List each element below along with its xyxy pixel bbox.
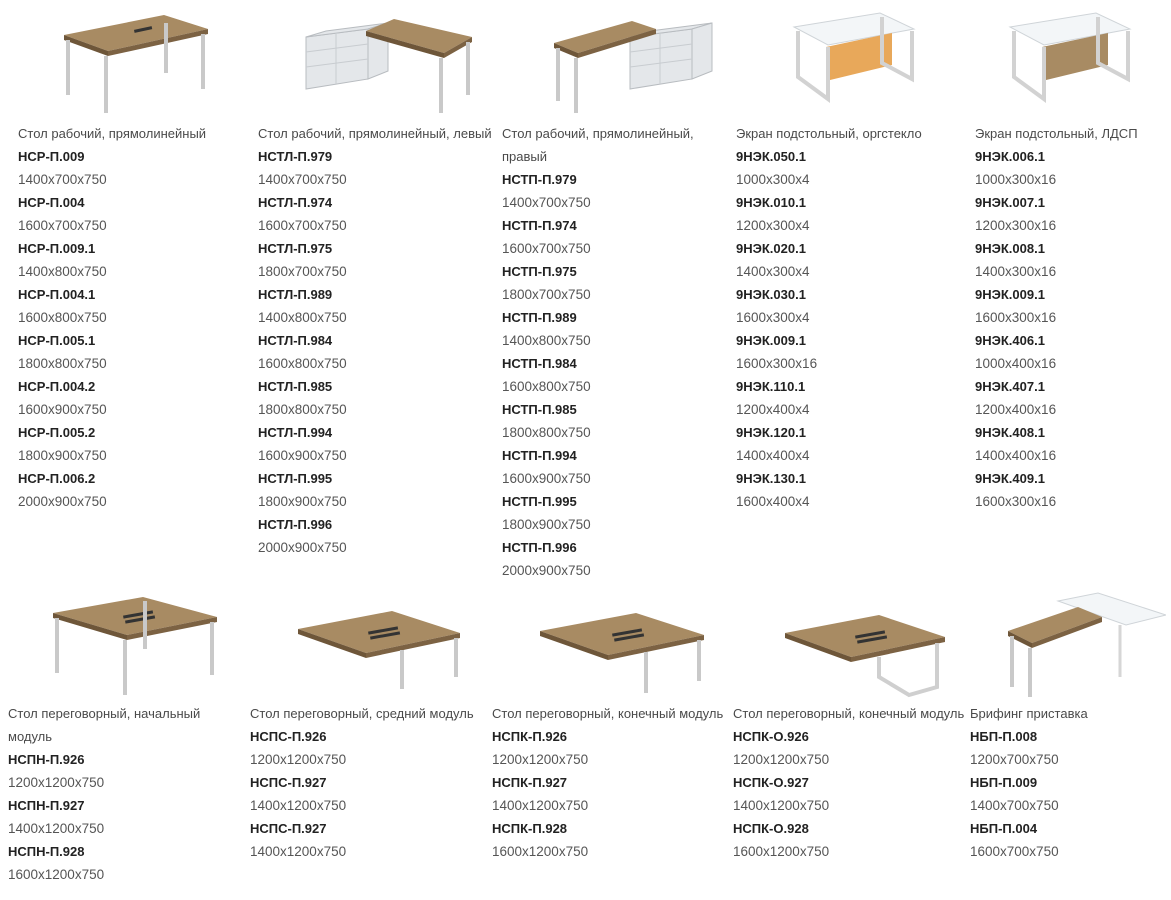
product-size: 1000х300х4 (736, 172, 810, 187)
product-code[interactable]: НСПК-О.927 (733, 775, 809, 790)
product-card-meeting-end (492, 584, 728, 863)
left-desk-image[interactable] (258, 4, 494, 122)
product-code[interactable]: 9НЭК.408.1 (975, 425, 1045, 440)
product-size: 1600х800х750 (18, 310, 107, 325)
product-title: Стол переговорный, средний модуль (250, 706, 474, 721)
product-size: 1600х700х750 (258, 218, 347, 233)
product-card-briefing-extension (970, 584, 1166, 863)
list-item (736, 237, 972, 283)
product-code[interactable]: НСР-П.005.1 (18, 333, 96, 348)
product-card-chipboard-screen (975, 4, 1165, 513)
product-code[interactable]: НСПС-П.927 (250, 821, 327, 836)
product-code[interactable]: НСТЛ-П.974 (258, 195, 333, 210)
product-size: 1600х1200х750 (733, 844, 830, 859)
product-size: 1400х1200х750 (8, 821, 105, 836)
product-card-meeting-start (8, 584, 244, 886)
list-item (492, 817, 728, 863)
product-size: 1200х700х750 (970, 752, 1059, 767)
product-code[interactable]: НСПК-П.926 (492, 729, 568, 744)
product-code[interactable]: НСТП-П.974 (502, 218, 577, 233)
product-code[interactable]: НСР-П.005.2 (18, 425, 96, 440)
product-code[interactable]: 9НЭК.008.1 (975, 241, 1045, 256)
list-item (8, 794, 244, 840)
list-item (258, 283, 494, 329)
product-code[interactable]: НСР-П.004.2 (18, 379, 96, 394)
product-size: 1400х1200х750 (733, 798, 830, 813)
product-code[interactable]: НСТЛ-П.975 (258, 241, 333, 256)
list-item (502, 214, 738, 260)
product-code[interactable]: НСТЛ-П.985 (258, 379, 333, 394)
product-code[interactable]: НСПК-О.928 (733, 821, 809, 836)
list-item (975, 329, 1165, 375)
product-code[interactable]: НБП-П.004 (970, 821, 1038, 836)
list-item (18, 467, 254, 513)
product-size: 1200х1200х750 (8, 775, 105, 790)
list-item (502, 168, 738, 214)
product-size: 1600х900х750 (258, 448, 347, 463)
list-item (492, 725, 728, 771)
product-size: 1400х1200х750 (492, 798, 589, 813)
list-item (502, 444, 738, 490)
product-code[interactable]: НСПК-П.927 (492, 775, 568, 790)
product-size: 1400х300х4 (736, 264, 810, 279)
list-item (258, 421, 494, 467)
list-item (736, 329, 972, 375)
variant-list (492, 725, 728, 863)
product-title: Стол переговорный, конечный модуль (733, 706, 965, 721)
product-code[interactable]: НСТЛ-П.989 (258, 287, 333, 302)
list-item (975, 191, 1165, 237)
product-size: 1600х700х750 (18, 218, 107, 233)
list-item (736, 375, 972, 421)
product-card-right-desk (502, 4, 738, 582)
variant-list (975, 145, 1165, 513)
list-item (736, 467, 972, 513)
list-item (258, 329, 494, 375)
product-code[interactable]: 9НЭК.406.1 (975, 333, 1045, 348)
list-item (975, 421, 1165, 467)
product-card-left-desk (258, 4, 494, 559)
product-size: 1600х300х16 (736, 356, 818, 371)
list-item (736, 191, 972, 237)
list-item (18, 283, 254, 329)
list-item (970, 817, 1166, 863)
product-size: 2000х900х750 (258, 540, 347, 555)
product-title: Стол переговорный, начальный модуль (8, 706, 201, 744)
product-size: 1400х1200х750 (250, 844, 347, 859)
product-code[interactable]: 9НЭК.009.1 (975, 287, 1045, 302)
product-size: 2000х900х750 (502, 563, 591, 578)
product-card-meeting-middle (250, 584, 486, 863)
product-code[interactable]: НСТП-П.984 (502, 356, 577, 371)
product-size: 1000х400х16 (975, 356, 1057, 371)
list-item (502, 536, 738, 582)
list-item (18, 145, 254, 191)
product-size: 1600х900х750 (18, 402, 107, 417)
list-item (736, 145, 972, 191)
list-item (970, 771, 1166, 817)
product-size: 1600х1200х750 (492, 844, 589, 859)
list-item (8, 748, 244, 794)
product-code[interactable]: НСТП-П.975 (502, 264, 577, 279)
list-item (733, 817, 969, 863)
list-item (970, 725, 1166, 771)
list-item (250, 817, 486, 863)
product-code[interactable]: НСПН-П.927 (8, 798, 85, 813)
product-title: Стол рабочий, прямолинейный, правый (502, 126, 694, 164)
variant-list (250, 725, 486, 863)
product-code[interactable]: 9НЭК.030.1 (736, 287, 806, 302)
briefing-extension-image[interactable] (970, 584, 1166, 702)
variant-list (258, 145, 494, 559)
product-size: 1400х700х750 (258, 172, 347, 187)
product-code[interactable]: НСТП-П.996 (502, 540, 577, 555)
meeting-middle-image[interactable] (250, 584, 486, 702)
variant-list (18, 145, 254, 513)
product-size: 1600х400х4 (736, 494, 810, 509)
list-item (18, 329, 254, 375)
product-code[interactable]: 9НЭК.407.1 (975, 379, 1045, 394)
product-size: 1400х1200х750 (250, 798, 347, 813)
list-item (975, 145, 1165, 191)
variant-list (970, 725, 1166, 863)
variant-list (8, 748, 244, 886)
product-size: 1800х700х750 (258, 264, 347, 279)
product-code[interactable]: 9НЭК.020.1 (736, 241, 806, 256)
list-item (258, 191, 494, 237)
product-size: 1600х700х750 (970, 844, 1059, 859)
product-size: 1400х800х750 (258, 310, 347, 325)
product-code[interactable]: 9НЭК.409.1 (975, 471, 1045, 486)
product-code[interactable]: НСР-П.009 (18, 149, 85, 164)
variant-list (736, 145, 972, 513)
product-code[interactable]: НСТП-П.979 (502, 172, 577, 187)
variant-list (502, 168, 738, 582)
list-item (975, 467, 1165, 513)
list-item (250, 771, 486, 817)
list-item (250, 725, 486, 771)
product-size: 1200х400х4 (736, 402, 810, 417)
product-card-straight-desk (18, 4, 254, 513)
straight-desk-image[interactable] (18, 4, 254, 122)
list-item (975, 283, 1165, 329)
product-code[interactable]: 9НЭК.050.1 (736, 149, 806, 164)
product-size: 2000х900х750 (18, 494, 107, 509)
product-code[interactable]: НСТП-П.985 (502, 402, 577, 417)
product-size: 1600х700х750 (502, 241, 591, 256)
product-size: 1600х300х16 (975, 494, 1057, 509)
list-item (502, 490, 738, 536)
meeting-end-loop-image[interactable] (733, 584, 969, 702)
product-code[interactable]: НСПК-П.928 (492, 821, 568, 836)
product-size: 1200х1200х750 (733, 752, 830, 767)
product-code[interactable]: НСР-П.004.1 (18, 287, 96, 302)
product-code[interactable]: НСТП-П.994 (502, 448, 577, 463)
list-item (8, 840, 244, 886)
product-title: Стол рабочий, прямолинейный (18, 126, 207, 141)
product-code[interactable]: НСПН-П.926 (8, 752, 85, 767)
product-title: Экран подстольный, ЛДСП (975, 126, 1138, 141)
list-item (733, 771, 969, 817)
list-item (502, 398, 738, 444)
product-code[interactable]: НБП-П.008 (970, 729, 1038, 744)
list-item (258, 467, 494, 513)
product-card-meeting-end-loop (733, 584, 969, 863)
meeting-end-image[interactable] (492, 584, 728, 702)
list-item (736, 283, 972, 329)
product-code[interactable]: НСТЛ-П.995 (258, 471, 333, 486)
list-item (258, 237, 494, 283)
list-item (502, 306, 738, 352)
product-code[interactable]: НСТП-П.989 (502, 310, 577, 325)
product-code[interactable]: НСТЛ-П.994 (258, 425, 333, 440)
product-size: 1400х700х750 (502, 195, 591, 210)
product-size: 1200х400х16 (975, 402, 1057, 417)
product-size: 1600х900х750 (502, 471, 591, 486)
product-code[interactable]: НСТЛ-П.984 (258, 333, 333, 348)
list-item (736, 421, 972, 467)
list-item (258, 375, 494, 421)
product-title: Брифинг приставка (970, 706, 1088, 721)
list-item (975, 237, 1165, 283)
product-code[interactable]: 9НЭК.110.1 (736, 379, 806, 394)
product-code[interactable]: 9НЭК.130.1 (736, 471, 806, 486)
product-code[interactable]: 9НЭК.009.1 (736, 333, 806, 348)
product-size: 1800х700х750 (502, 287, 591, 302)
list-item (492, 771, 728, 817)
right-desk-image[interactable] (502, 4, 738, 122)
list-item (975, 375, 1165, 421)
product-size: 1000х300х16 (975, 172, 1057, 187)
variant-list (733, 725, 969, 863)
product-size: 1800х800х750 (258, 402, 347, 417)
product-size: 1800х900х750 (18, 448, 107, 463)
product-size: 1200х1200х750 (492, 752, 589, 767)
list-item (18, 375, 254, 421)
chipboard-screen-image[interactable] (975, 4, 1165, 122)
product-size: 1200х300х4 (736, 218, 810, 233)
product-size: 1400х700х750 (970, 798, 1059, 813)
list-item (502, 260, 738, 306)
list-item (258, 145, 494, 191)
product-size: 1800х900х750 (258, 494, 347, 509)
product-size: 1800х800х750 (502, 425, 591, 440)
product-title: Стол рабочий, прямолинейный, левый (258, 126, 492, 141)
product-code[interactable]: НСР-П.004 (18, 195, 85, 210)
product-size: 1600х300х16 (975, 310, 1057, 325)
product-code[interactable]: 9НЭК.007.1 (975, 195, 1045, 210)
product-title: Стол переговорный, конечный модуль (492, 706, 724, 721)
product-code[interactable]: 9НЭК.120.1 (736, 425, 806, 440)
product-size: 1600х800х750 (502, 379, 591, 394)
product-size: 1400х800х750 (18, 264, 107, 279)
product-code[interactable]: НСР-П.009.1 (18, 241, 96, 256)
product-size: 1800х800х750 (18, 356, 107, 371)
product-code[interactable]: НСТП-П.995 (502, 494, 577, 509)
product-code[interactable]: НСТЛ-П.996 (258, 517, 333, 532)
meeting-start-image[interactable] (8, 584, 244, 702)
list-item (502, 352, 738, 398)
product-code[interactable]: 9НЭК.010.1 (736, 195, 806, 210)
product-size: 1400х300х16 (975, 264, 1057, 279)
product-code[interactable]: НСР-П.006.2 (18, 471, 96, 486)
acrylic-screen-image[interactable] (736, 4, 972, 122)
product-size: 1600х1200х750 (8, 867, 105, 882)
product-code[interactable]: 9НЭК.006.1 (975, 149, 1045, 164)
product-size: 1400х800х750 (502, 333, 591, 348)
list-item (18, 191, 254, 237)
product-size: 1400х400х16 (975, 448, 1057, 463)
product-size: 1600х800х750 (258, 356, 347, 371)
product-size: 1200х300х16 (975, 218, 1057, 233)
product-size: 1600х300х4 (736, 310, 810, 325)
product-code[interactable]: НСТЛ-П.979 (258, 149, 333, 164)
list-item (258, 513, 494, 559)
list-item (18, 237, 254, 283)
product-title: Экран подстольный, оргстекло (736, 126, 922, 141)
product-code[interactable]: НБП-П.009 (970, 775, 1038, 790)
list-item (733, 725, 969, 771)
product-code[interactable]: НСПС-П.926 (250, 729, 327, 744)
list-item (18, 421, 254, 467)
product-code[interactable]: НСПН-П.928 (8, 844, 85, 859)
product-code[interactable]: НСПС-П.927 (250, 775, 327, 790)
product-size: 1800х900х750 (502, 517, 591, 532)
product-size: 1400х700х750 (18, 172, 107, 187)
product-size: 1200х1200х750 (250, 752, 347, 767)
product-size: 1400х400х4 (736, 448, 810, 463)
product-card-acrylic-screen (736, 4, 972, 513)
product-code[interactable]: НСПК-О.926 (733, 729, 809, 744)
